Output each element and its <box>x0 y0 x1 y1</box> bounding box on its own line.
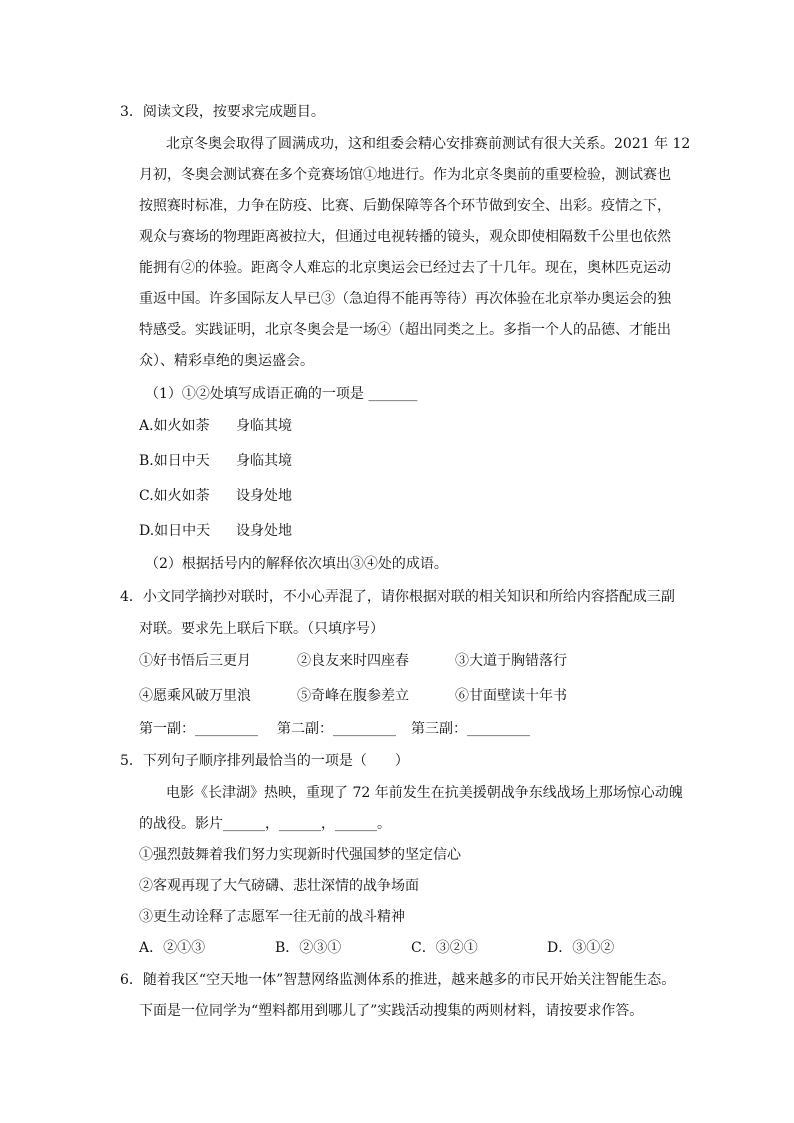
q3-sub-question-2: （2）根据括号内的解释依次填出③④处的成语。 <box>145 556 448 572</box>
q3-option-c <box>139 486 292 506</box>
q3-passage-line-8: 众）、精彩卓绝的奥运盛会。 <box>139 353 314 369</box>
option-label: B.如日中天 <box>139 453 210 469</box>
q5-passage-line-2: 的战役。影片______，______，______。 <box>139 816 391 832</box>
q3-option-b <box>139 451 292 471</box>
q3-sub-question-1: （1）①②处填写成语正确的一项是 _______ <box>145 386 418 402</box>
q4-couplet-row-2 <box>139 686 567 706</box>
q3-passage-line-1: 北京冬奥会取得了圆满成功，这和组委会精心安排赛前测试有很大关系。2021 年 12 <box>166 136 691 152</box>
q5-item-2: ②客观再现了大气磅礴、悲壮深情的战争场面 <box>139 878 419 894</box>
q6-line-2: 下面是一位同学为“塑料都用到哪儿了”实践活动搜集的两则材料，请按要求作答。 <box>139 1003 644 1019</box>
q4-title-line-1: 4．小文同学摘抄对联时，不小心弄混了，请你根据对联的相关知识和所给内容搭配成三副 <box>120 589 675 605</box>
q3-passage-line-6: 重返中国。许多国际友人早已③（急迫得不能再等待）再次体验在北京举办奥运会的独 <box>139 291 671 307</box>
q5-passage-line-1: 电影《长津湖》热映，重现了 72 年前发生在抗美援朝战争东线战场上那场惊心动魄 <box>166 785 683 801</box>
q3-passage-line-5: 能拥有②的体验。距离令人难忘的北京奥运会已经过去了十几年。现在，奥林匹克运动 <box>139 260 671 276</box>
couplet-item: ④愿乘风破万里浪 <box>139 688 251 704</box>
answer-blank-2: 第二副：_________ <box>277 721 396 737</box>
option-second: 身临其境 <box>236 453 292 469</box>
q4-couplet-row-1 <box>139 651 567 671</box>
q5-item-3: ③更生动诠释了志愿军一往无前的战斗精神 <box>139 909 405 925</box>
choice-d: D．③①② <box>547 940 615 956</box>
q3-option-a <box>139 416 292 436</box>
answer-blank-1: 第一副：_________ <box>139 721 258 737</box>
option-second: 设身处地 <box>236 488 292 504</box>
q3-passage-line-7: 特感受。实践证明，北京冬奥会是一场④（超出同类之上。多指一个人的品德、才能出 <box>139 322 671 338</box>
option-second: 设身处地 <box>236 523 292 539</box>
couplet-item: ⑤奇峰在腹参差立 <box>297 688 409 704</box>
q3-passage-line-3: 按照赛时标准，力争在防疫、比赛、后勤保障等各个环节做到安全、出彩。疫情之下， <box>139 198 671 214</box>
couplet-item: ①好书悟后三更月 <box>139 653 251 669</box>
choice-a: A．②①③ <box>139 940 206 956</box>
choice-c: C．③②① <box>411 940 478 956</box>
answer-blank-3: 第三副：_________ <box>411 721 530 737</box>
q3-passage-line-2: 月初，冬奥会测试赛在多个竞赛场馆①地进行。作为北京冬奥前的重要检验，测试赛也 <box>139 167 671 183</box>
q3-passage-line-4: 观众与赛场的物理距离被拉大，但通过电视转播的镜头，观众即使相隔数千公里也依然 <box>139 229 671 245</box>
q3-option-d <box>139 521 292 541</box>
couplet-item: ⑥甘面壁读十年书 <box>455 688 567 704</box>
q3-title: 3．阅读文段，按要求完成题目。 <box>120 104 325 120</box>
q4-answer-blanks <box>139 719 530 739</box>
q4-title-line-2: 对联。要求先上联后下联。（只填序号） <box>139 621 384 637</box>
choice-b: B．②③① <box>275 940 342 956</box>
couplet-item: ②良友来时四座春 <box>297 653 409 669</box>
q5-title: 5．下列句子顺序排列最恰当的一项是（ ） <box>120 753 409 769</box>
couplet-item: ③大道于胸错落行 <box>455 653 567 669</box>
option-label: D.如日中天 <box>139 523 211 539</box>
option-second: 身临其境 <box>236 418 292 434</box>
option-label: C.如火如荼 <box>139 488 210 504</box>
q5-choices <box>139 938 614 958</box>
option-label: A.如火如荼 <box>139 418 210 434</box>
q6-line-1: 6．随着我区“空天地一体”智慧网络监测体系的推进，越来越多的市民开始关注智能生态。 <box>120 972 676 988</box>
q5-item-1: ①强烈鼓舞着我们努力实现新时代强国梦的坚定信心 <box>139 847 461 863</box>
